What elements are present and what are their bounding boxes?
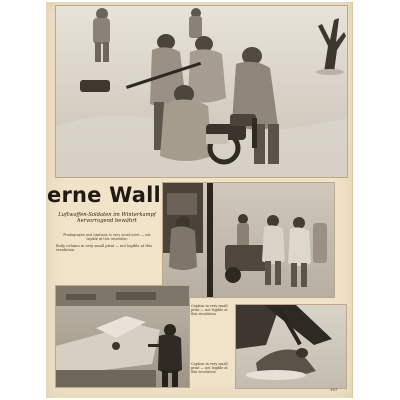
top-photo: [55, 5, 348, 178]
article-credit-line: Photographs and captions in very small print — not legible at this resolution: [63, 233, 151, 242]
bottom-right-photo: [235, 304, 347, 389]
article-subheadline: Luftwaffen-Soldaten im Winterkampf hervorragend bewährt: [58, 212, 156, 225]
caption-lower: Caption in very small print — not legible at this resolution: [191, 362, 228, 375]
middle-right-photo: [162, 182, 335, 298]
caption-upper: Caption in very small print — not legible at this resolution: [191, 304, 228, 317]
bottom-left-photo: [55, 285, 190, 388]
article-body-text: Body column in very small print — not legible at this resolution: [56, 244, 153, 253]
page-number: 197: [330, 387, 338, 392]
article-headline: erne Wall: [47, 183, 161, 207]
